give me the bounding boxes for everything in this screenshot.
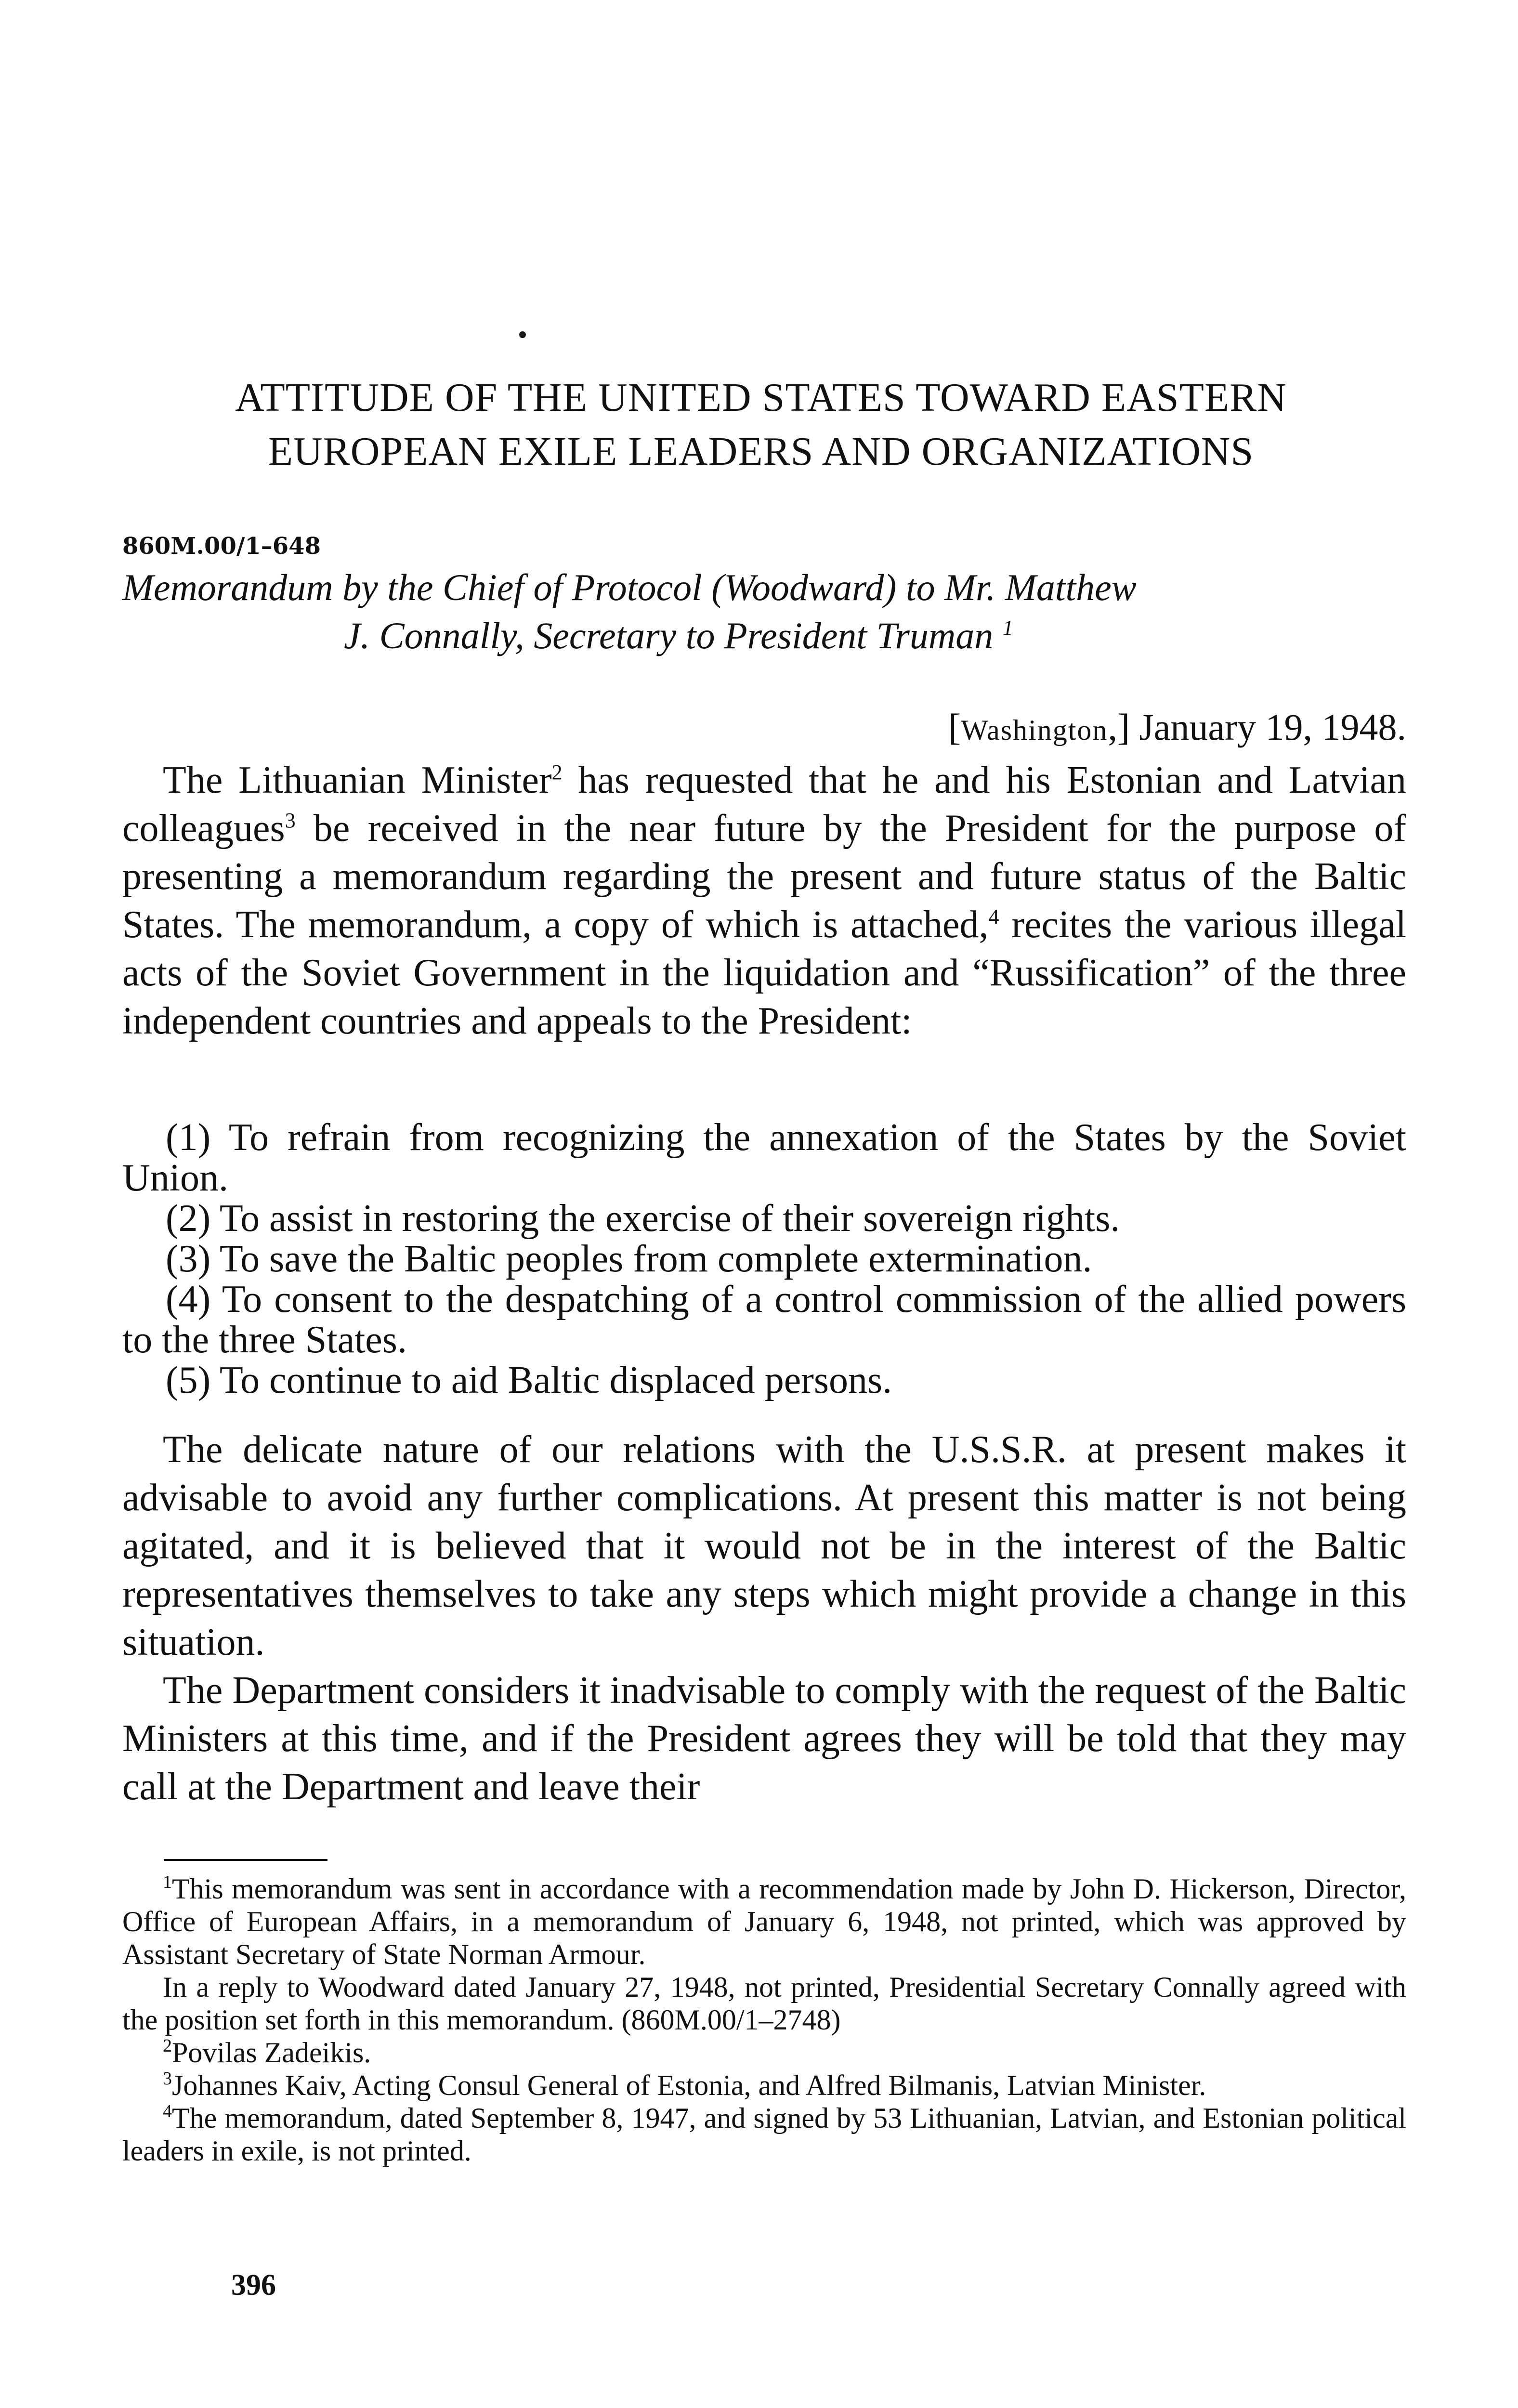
footnote-1 (122, 1872, 1406, 1971)
footnote-4 (122, 2102, 1406, 2167)
memo-heading-line-2-text: J. Connally, Secretary to President Truman (344, 615, 994, 656)
page-number: 396 (231, 2269, 276, 2302)
footnote-2-mark: 2 (163, 2036, 172, 2056)
paragraph-3 (122, 1666, 1406, 1811)
list-item: (1) To refrain from recognizing the annexation of the States by the Soviet Union. (122, 1116, 1406, 1199)
list-item: (3) To save the Baltic peoples from complete extermination. (166, 1238, 1092, 1280)
page-title (116, 371, 1406, 479)
decorative-dot (519, 331, 526, 338)
footnote-4-text: The memorandum, dated September 8, 1947, and signed by 53 Lithuanian, Latvian, and Estonian political leaders in exile, is not printed. (122, 2102, 1406, 2167)
para2-text: The delicate nature of our relations with the U.S.S.R. at present makes it advisable to avoid any further complications. At present this matter is not being agitated, and it is believed that it would not be in the interest of the Baltic representatives themselves to take any steps which might provide a change in this situation. (122, 1428, 1406, 1663)
footnote-3-text: Johannes Kaiv, Acting Consul General of Estonia, and Alfred Bilmanis, Latvian Minister. (172, 2069, 1206, 2101)
paragraph-2 (122, 1426, 1406, 1666)
footnote-1-continued: In a reply to Woodward dated January 27, 1948, not printed, Presidential Secretary Connally agreed with the position set forth in this memorandum. (860M.00/1–2748) (122, 1971, 1406, 2036)
footnote-1-mark: 1 (163, 1872, 172, 1892)
paragraph-1 (122, 756, 1406, 1045)
memo-heading-line-1: Memorandum by the Chief of Protocol (Woodward) to Mr. Matthew (122, 566, 1137, 608)
memo-heading (122, 563, 1406, 660)
para1-text-b: has requested that he and his Estonian and Latvian colleagues (122, 759, 1406, 850)
memo-heading-line-2 (122, 612, 1406, 660)
footnote-4-mark: 4 (163, 2101, 172, 2121)
para3-text: The Department considers it inadvisable to comply with the request of the Baltic Ministers at this time, and if the President agrees they will be told that they may call at the Department and leave their (122, 1669, 1406, 1808)
list-item: (5) To continue to aid Baltic displaced persons. (166, 1359, 892, 1401)
para1-text-c: be received in the near future by the President for the purpose of presenting a memorandum regarding the present and future status of the Baltic States. The memorandum, a copy of which is attached, (122, 807, 1406, 946)
dateline (122, 703, 1406, 754)
footnote-3 (122, 2069, 1406, 2102)
footnote-rule (164, 1859, 327, 1861)
footnote-mark-2: 2 (551, 760, 563, 784)
footnote-mark-3: 3 (285, 809, 296, 832)
dateline-bracket-open: [ (948, 706, 961, 748)
file-reference: 860M.00/1–648 (122, 533, 321, 560)
title-line-2: EUROPEAN EXILE LEADERS AND ORGANIZATIONS (268, 429, 1254, 474)
footnote-mark-1: 1 (1002, 616, 1013, 640)
footnote-2 (122, 2036, 1406, 2069)
list-item: (2) To assist in restoring the exercise of their sovereign rights. (166, 1197, 1120, 1240)
para1-text-d: recites the various illegal acts of the Soviet Government in the liquidation and “Russification” of the three independent countries and appeals to the President: (122, 903, 1406, 1042)
title-line-1: ATTITUDE OF THE UNITED STATES TOWARD EASTERN (235, 375, 1287, 420)
para1-text-a: The Lithuanian Minister (163, 759, 552, 801)
footnote-2-text: Povilas Zadeikis. (172, 2037, 371, 2068)
footnote-3-mark: 3 (163, 2068, 172, 2089)
list-item: (4) To consent to the despatching of a control commission of the allied powers to the three States. (122, 1278, 1406, 1361)
footnotes (122, 1872, 1406, 2167)
dateline-date: January 19, 1948. (1129, 706, 1406, 748)
appeal-list (122, 1117, 1406, 1400)
dateline-place: Washington (961, 714, 1108, 746)
footnote-1-text: This memorandum was sent in accordance with a recommendation made by John D. Hickerson, Director, Office of European Affairs, in a memorandum of January 6, 1948, not printed, which was approved by Assistant Secretary of State Norman Armour. (122, 1873, 1406, 1970)
dateline-bracket-close: ,] (1108, 706, 1130, 748)
footnote-mark-4: 4 (988, 905, 999, 929)
